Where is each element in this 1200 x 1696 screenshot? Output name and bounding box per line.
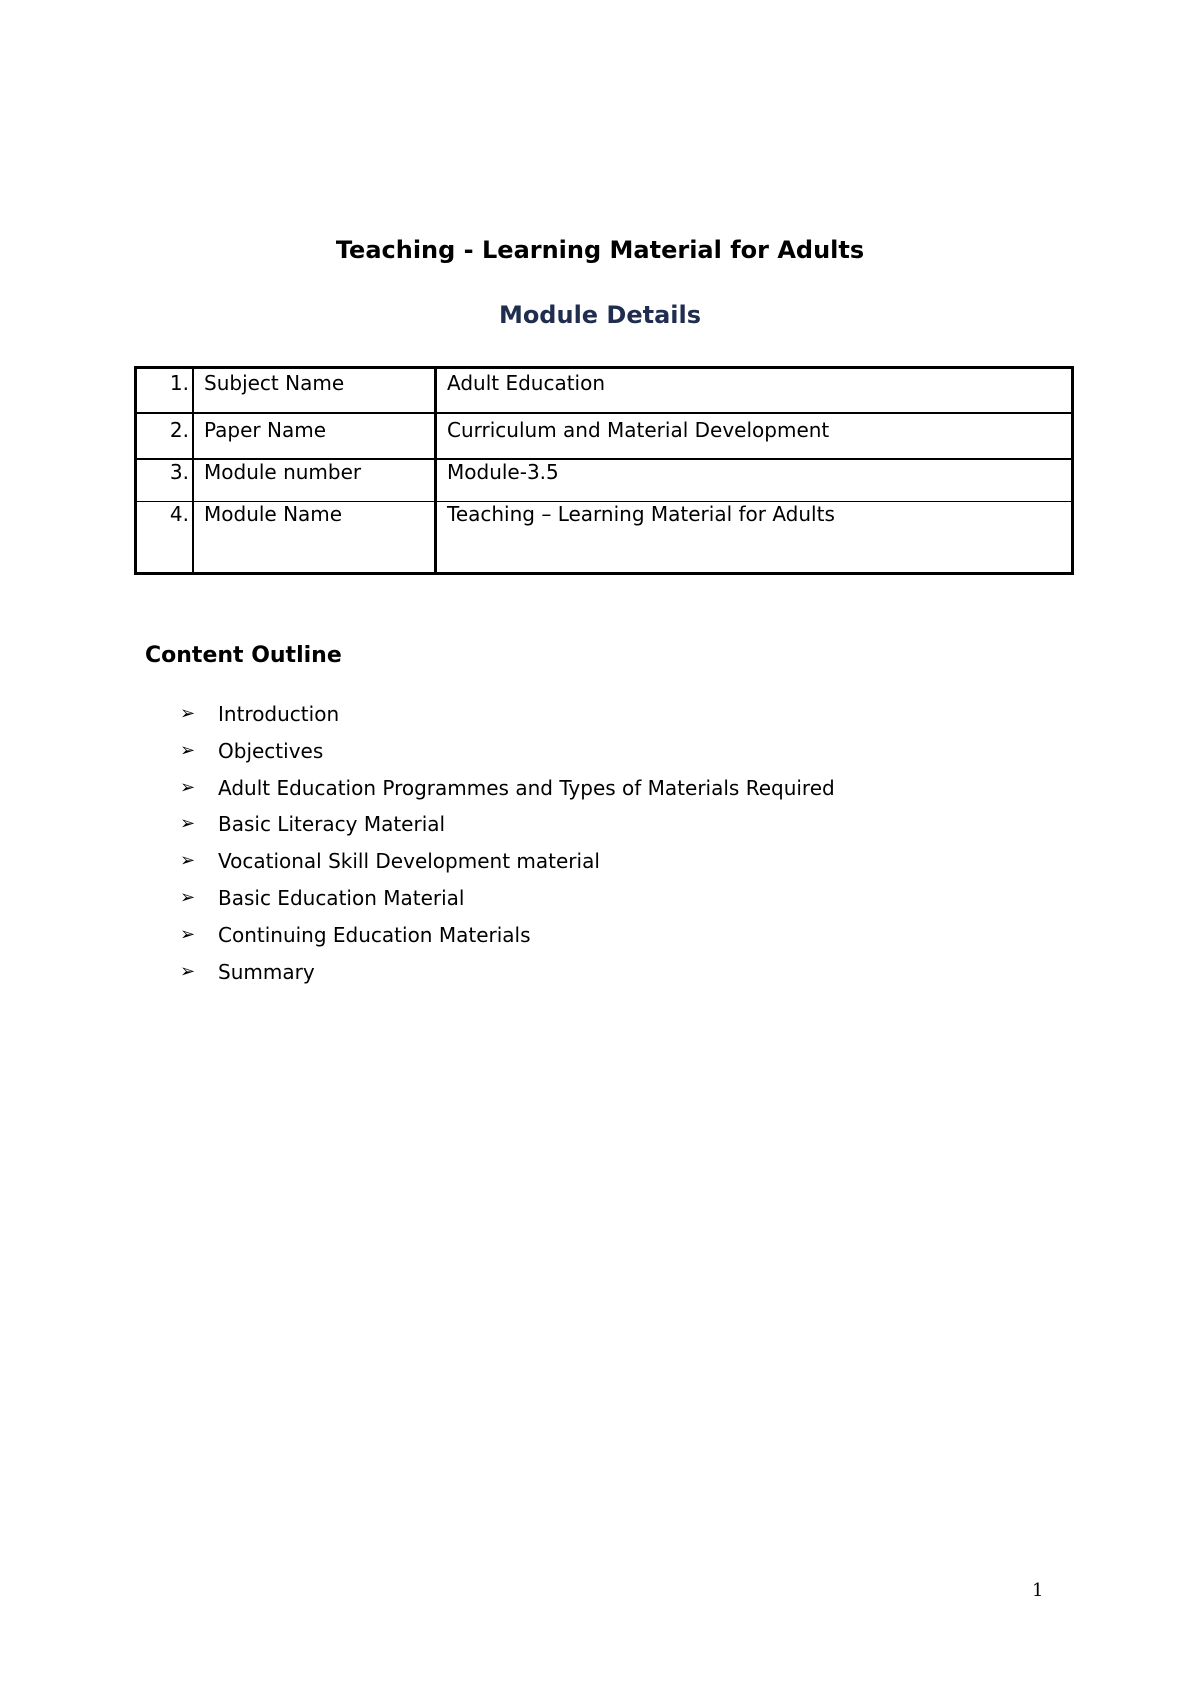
module-details-table bbox=[134, 366, 1074, 575]
table-row bbox=[136, 502, 1073, 574]
content-outline-heading: Content Outline bbox=[145, 643, 342, 668]
list-item-text: Adult Education Programmes and Types of Materials Required bbox=[218, 775, 835, 800]
list-item-text: Introduction bbox=[218, 702, 340, 726]
arrowhead-bullet-icon: ➢ bbox=[180, 960, 196, 982]
list-item-text: Vocational Skill Development material bbox=[218, 849, 600, 874]
row-label: Module Name bbox=[193, 502, 436, 574]
list-item bbox=[180, 700, 835, 737]
arrowhead-bullet-icon: ➢ bbox=[180, 886, 196, 908]
list-item-text: Continuing Education Materials bbox=[218, 922, 531, 947]
row-number: 2. bbox=[136, 413, 194, 459]
list-item-text: Summary bbox=[218, 959, 315, 984]
row-value: Teaching – Learning Material for Adults bbox=[436, 502, 1073, 574]
row-label: Paper Name bbox=[193, 413, 436, 459]
row-number: 3. bbox=[136, 459, 194, 502]
list-item-text: Basic Literacy Material bbox=[218, 812, 446, 837]
list-item bbox=[180, 847, 835, 884]
row-value: Curriculum and Material Development bbox=[436, 413, 1073, 459]
arrowhead-bullet-icon: ➢ bbox=[180, 739, 196, 761]
row-label: Subject Name bbox=[193, 368, 436, 413]
row-value: Adult Education bbox=[436, 368, 1073, 413]
document-title: Teaching - Learning Material for Adults bbox=[335, 236, 865, 264]
arrowhead-bullet-icon: ➢ bbox=[180, 703, 196, 724]
list-item bbox=[180, 737, 835, 774]
row-number: 1. bbox=[136, 368, 194, 413]
list-item bbox=[180, 810, 835, 847]
table-row bbox=[136, 368, 1073, 413]
list-item bbox=[180, 774, 835, 811]
module-details-heading: Module Details bbox=[498, 301, 702, 329]
table-row bbox=[136, 413, 1073, 459]
row-number: 4. bbox=[136, 502, 194, 574]
arrowhead-bullet-icon: ➢ bbox=[180, 776, 196, 798]
page-number: 1 bbox=[1032, 1580, 1044, 1601]
list-item-text: Objectives bbox=[218, 738, 324, 763]
arrowhead-bullet-icon: ➢ bbox=[180, 813, 196, 835]
content-outline-list bbox=[180, 700, 835, 994]
row-label: Module number bbox=[193, 459, 436, 502]
list-item bbox=[180, 921, 835, 958]
arrowhead-bullet-icon: ➢ bbox=[180, 850, 196, 872]
row-value: Module-3.5 bbox=[436, 459, 1073, 502]
arrowhead-bullet-icon: ➢ bbox=[180, 923, 196, 945]
table-row bbox=[136, 459, 1073, 502]
list-item bbox=[180, 958, 835, 995]
list-item bbox=[180, 884, 835, 921]
list-item-text: Basic Education Material bbox=[218, 885, 465, 910]
